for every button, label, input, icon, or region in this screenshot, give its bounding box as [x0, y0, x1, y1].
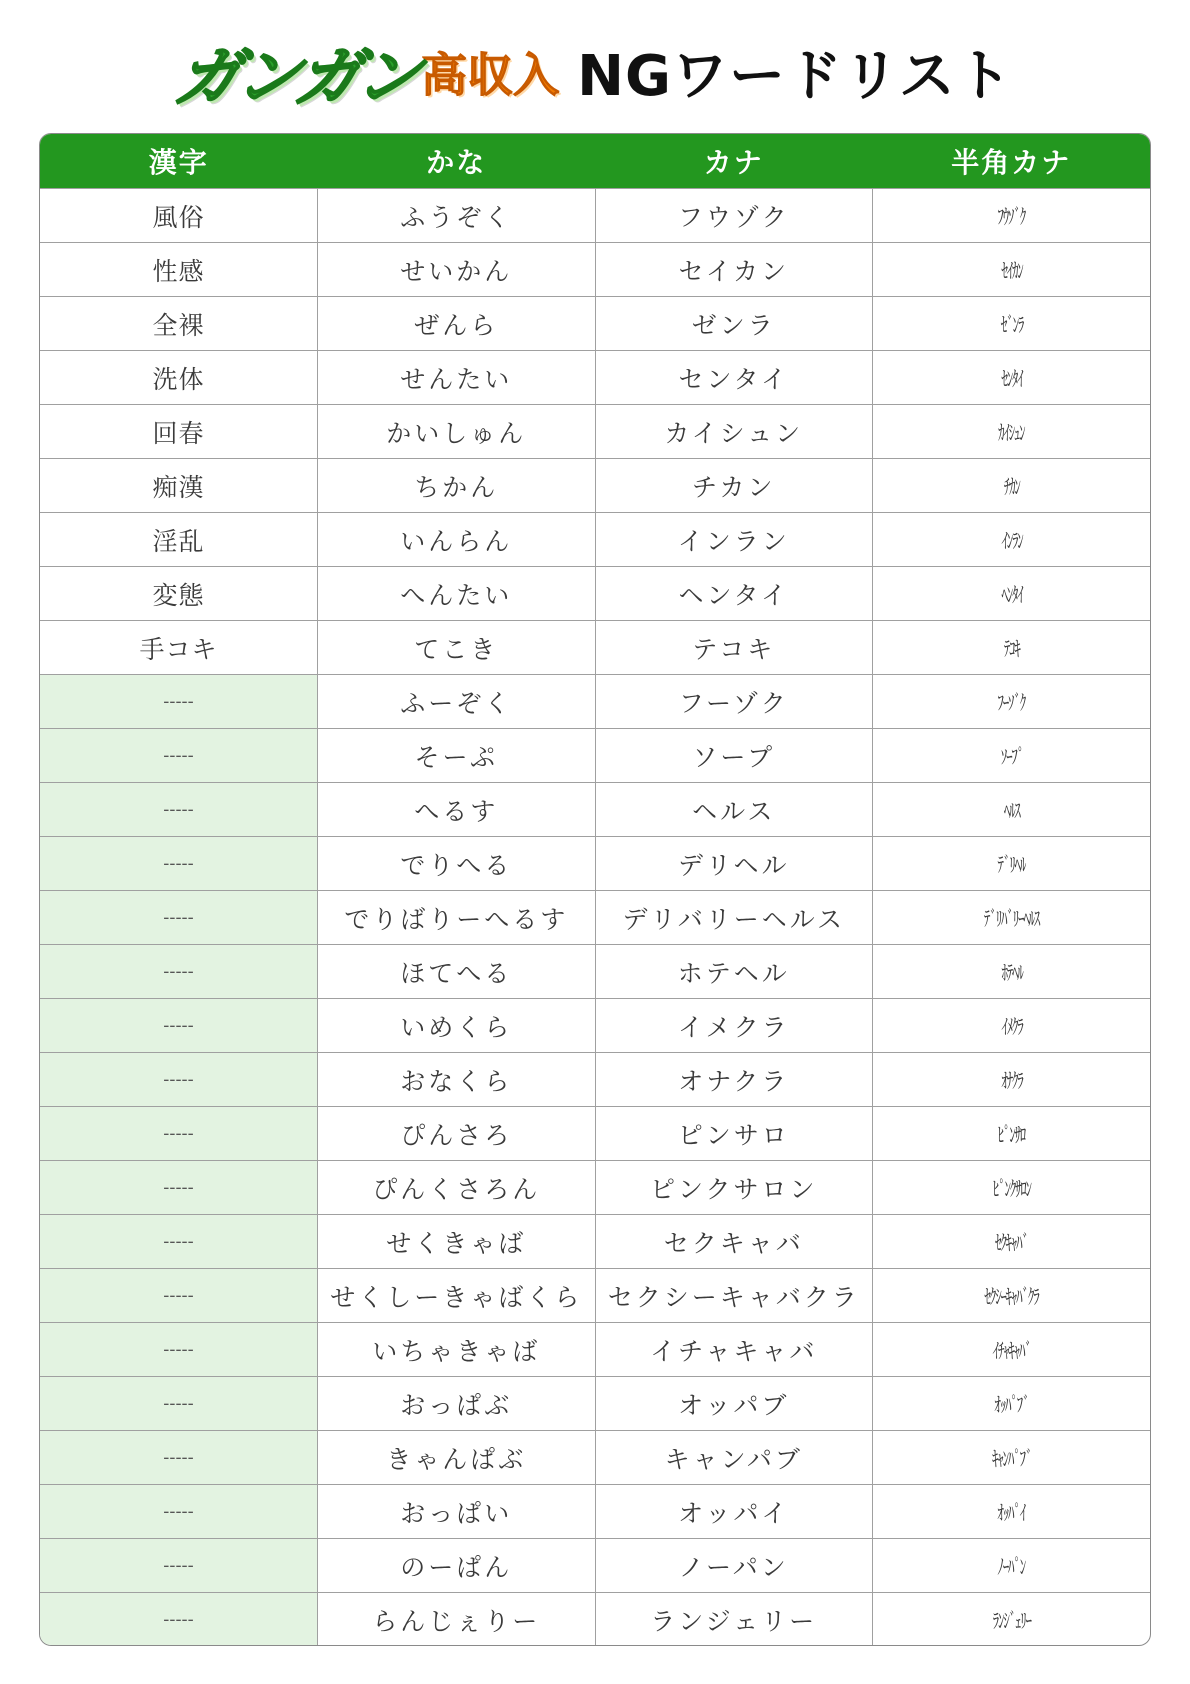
- cell-katakana: フウゾク: [595, 189, 873, 243]
- table-row: [40, 1593, 1150, 1647]
- cell-hiragana: おっぱぶ: [318, 1377, 596, 1431]
- cell-katakana: セイカン: [595, 243, 873, 297]
- table-row: [40, 945, 1150, 999]
- halfwidth-text: ｵｯﾊﾟﾌﾞ: [994, 1392, 1029, 1417]
- cell-katakana: フーゾク: [595, 675, 873, 729]
- cell-hiragana: へるす: [318, 783, 596, 837]
- cell-hiragana: せくしーきゃばくら: [318, 1269, 596, 1323]
- cell-halfwidth-katakana: [873, 1485, 1151, 1539]
- cell-kanji: 洗体: [40, 351, 318, 405]
- cell-hiragana: せいかん: [318, 243, 596, 297]
- cell-katakana: デリバリーヘルス: [595, 891, 873, 945]
- cell-halfwidth-katakana: [873, 1431, 1151, 1485]
- table-row: [40, 243, 1150, 297]
- cell-halfwidth-katakana: [873, 189, 1151, 243]
- table-row: [40, 189, 1150, 243]
- cell-halfwidth-katakana: [873, 1107, 1151, 1161]
- cell-katakana: テコキ: [595, 621, 873, 675]
- cell-kanji: 淫乱: [40, 513, 318, 567]
- cell-hiragana: ふうぞく: [318, 189, 596, 243]
- cell-halfwidth-katakana: [873, 1377, 1151, 1431]
- halfwidth-text: ｲﾒｸﾗ: [1000, 1014, 1023, 1039]
- cell-hiragana: きゃんぱぶ: [318, 1431, 596, 1485]
- cell-katakana: セクキャバ: [595, 1215, 873, 1269]
- halfwidth-text: ｾﾝﾀｲ: [1000, 366, 1023, 391]
- table-row: [40, 729, 1150, 783]
- column-header-halfwidth-katakana: 半角カナ: [873, 134, 1151, 189]
- cell-halfwidth-katakana: [873, 621, 1151, 675]
- cell-kanji: -----: [40, 1107, 318, 1161]
- halfwidth-text: ﾋﾟﾝｻﾛ: [997, 1122, 1026, 1147]
- column-header-kanji: 漢字: [40, 134, 318, 189]
- halfwidth-text: ｷｬﾝﾊﾟﾌﾞ: [991, 1446, 1032, 1471]
- halfwidth-text: ﾋﾟﾝｸｻﾛﾝ: [992, 1176, 1031, 1201]
- cell-katakana: ホテヘル: [595, 945, 873, 999]
- cell-katakana: ゼンラ: [595, 297, 873, 351]
- cell-hiragana: てこき: [318, 621, 596, 675]
- cell-hiragana: いめくら: [318, 999, 596, 1053]
- halfwidth-text: ｾｸｷｬﾊﾞ: [995, 1230, 1028, 1255]
- cell-kanji: -----: [40, 1323, 318, 1377]
- cell-kanji: -----: [40, 1053, 318, 1107]
- cell-katakana: ランジェリー: [595, 1593, 873, 1647]
- table-row: [40, 513, 1150, 567]
- cell-kanji: -----: [40, 675, 318, 729]
- column-header-katakana: カナ: [595, 134, 873, 189]
- cell-hiragana: ちかん: [318, 459, 596, 513]
- halfwidth-text: ｾｸｼｰｷｬﾊﾞｸﾗ: [984, 1284, 1039, 1309]
- cell-kanji: -----: [40, 1377, 318, 1431]
- cell-katakana: オッパイ: [595, 1485, 873, 1539]
- halfwidth-text: ﾌｰｿﾞｸ: [997, 690, 1026, 715]
- halfwidth-text: ｿｰﾌﾟ: [1000, 744, 1023, 769]
- cell-halfwidth-katakana: [873, 243, 1151, 297]
- cell-kanji: 全裸: [40, 297, 318, 351]
- cell-hiragana: でりばりーへるす: [318, 891, 596, 945]
- cell-katakana: デリヘル: [595, 837, 873, 891]
- cell-katakana: ノーパン: [595, 1539, 873, 1593]
- page-title: NGワードリスト: [577, 44, 1013, 109]
- cell-halfwidth-katakana: [873, 351, 1151, 405]
- cell-katakana: ヘルス: [595, 783, 873, 837]
- halfwidth-text: ｲﾝﾗﾝ: [1000, 528, 1023, 553]
- cell-kanji: 風俗: [40, 189, 318, 243]
- ng-word-table: [40, 134, 1150, 1646]
- cell-halfwidth-katakana: [873, 459, 1151, 513]
- halfwidth-text: ｾﾞﾝﾗ: [1000, 312, 1023, 337]
- halfwidth-text: ﾗﾝｼﾞｪﾘｰ: [992, 1608, 1031, 1633]
- cell-katakana: セクシーキャバクラ: [595, 1269, 873, 1323]
- cell-katakana: ピンサロ: [595, 1107, 873, 1161]
- cell-hiragana: おっぱい: [318, 1485, 596, 1539]
- cell-hiragana: らんじぇりー: [318, 1593, 596, 1647]
- cell-hiragana: でりへる: [318, 837, 596, 891]
- table-header-row: [40, 134, 1150, 189]
- halfwidth-text: ｵｯﾊﾟｲ: [997, 1500, 1026, 1525]
- logo-koushuunyuu-text: 高収入: [421, 48, 560, 102]
- cell-hiragana: せんたい: [318, 351, 596, 405]
- cell-kanji: -----: [40, 783, 318, 837]
- cell-halfwidth-katakana: [873, 1215, 1151, 1269]
- cell-halfwidth-katakana: [873, 1323, 1151, 1377]
- table-row: [40, 1431, 1150, 1485]
- halfwidth-text: ﾍﾝﾀｲ: [1000, 582, 1023, 607]
- table-row: [40, 1053, 1150, 1107]
- cell-kanji: -----: [40, 1539, 318, 1593]
- cell-katakana: ヘンタイ: [595, 567, 873, 621]
- cell-kanji: -----: [40, 1161, 318, 1215]
- cell-katakana: ピンクサロン: [595, 1161, 873, 1215]
- halfwidth-text: ｵﾅｸﾗ: [1000, 1068, 1023, 1093]
- cell-katakana: インラン: [595, 513, 873, 567]
- cell-halfwidth-katakana: [873, 675, 1151, 729]
- logo-gangan-text: ガンガン: [171, 41, 422, 115]
- cell-halfwidth-katakana: [873, 1539, 1151, 1593]
- halfwidth-text: ﾃﾞﾘﾊﾞﾘｰﾍﾙｽ: [983, 906, 1040, 931]
- halfwidth-text: ﾎﾃﾍﾙ: [1000, 960, 1023, 985]
- table-row: [40, 675, 1150, 729]
- cell-hiragana: のーぱん: [318, 1539, 596, 1593]
- halfwidth-text: ﾃﾞﾘﾍﾙ: [997, 852, 1026, 877]
- cell-kanji: 手コキ: [40, 621, 318, 675]
- brand-logo: [171, 22, 560, 122]
- halfwidth-text: ﾁｶﾝ: [1003, 474, 1020, 499]
- cell-halfwidth-katakana: [873, 297, 1151, 351]
- cell-katakana: センタイ: [595, 351, 873, 405]
- cell-katakana: カイシュン: [595, 405, 873, 459]
- cell-kanji: 回春: [40, 405, 318, 459]
- cell-hiragana: ぴんさろ: [318, 1107, 596, 1161]
- cell-kanji: -----: [40, 1269, 318, 1323]
- halfwidth-text: ｾｲｶﾝ: [1000, 258, 1023, 283]
- cell-kanji: -----: [40, 999, 318, 1053]
- cell-kanji: -----: [40, 837, 318, 891]
- cell-halfwidth-katakana: [873, 405, 1151, 459]
- halfwidth-text: ﾌｳｿﾞｸ: [997, 204, 1026, 229]
- column-header-hiragana: かな: [318, 134, 596, 189]
- cell-katakana: ソープ: [595, 729, 873, 783]
- cell-hiragana: ふーぞく: [318, 675, 596, 729]
- table-row: [40, 405, 1150, 459]
- table-row: [40, 297, 1150, 351]
- halfwidth-text: ﾉｰﾊﾟﾝ: [997, 1554, 1026, 1579]
- cell-halfwidth-katakana: [873, 1053, 1151, 1107]
- cell-halfwidth-katakana: [873, 891, 1151, 945]
- cell-halfwidth-katakana: [873, 1269, 1151, 1323]
- cell-hiragana: ぜんら: [318, 297, 596, 351]
- table-body: [40, 189, 1150, 1647]
- table-row: [40, 837, 1150, 891]
- table-row: [40, 1107, 1150, 1161]
- cell-kanji: -----: [40, 1215, 318, 1269]
- cell-halfwidth-katakana: [873, 783, 1151, 837]
- cell-kanji: -----: [40, 729, 318, 783]
- cell-katakana: チカン: [595, 459, 873, 513]
- table-row: [40, 1323, 1150, 1377]
- cell-kanji: 痴漢: [40, 459, 318, 513]
- cell-katakana: キャンパブ: [595, 1431, 873, 1485]
- table-row: [40, 459, 1150, 513]
- table-row: [40, 567, 1150, 621]
- cell-kanji: -----: [40, 1431, 318, 1485]
- cell-hiragana: ぴんくさろん: [318, 1161, 596, 1215]
- cell-kanji: -----: [40, 891, 318, 945]
- cell-kanji: -----: [40, 1485, 318, 1539]
- table-row: [40, 1215, 1150, 1269]
- cell-kanji: 変態: [40, 567, 318, 621]
- cell-hiragana: おなくら: [318, 1053, 596, 1107]
- cell-kanji: -----: [40, 945, 318, 999]
- cell-halfwidth-katakana: [873, 1593, 1151, 1647]
- cell-halfwidth-katakana: [873, 567, 1151, 621]
- table-row: [40, 621, 1150, 675]
- cell-kanji: 性感: [40, 243, 318, 297]
- page-header: [0, 22, 1190, 122]
- table-row: [40, 1539, 1150, 1593]
- table-row: [40, 999, 1150, 1053]
- cell-katakana: オッパブ: [595, 1377, 873, 1431]
- table-row: [40, 351, 1150, 405]
- cell-katakana: オナクラ: [595, 1053, 873, 1107]
- cell-katakana: イチャキャバ: [595, 1323, 873, 1377]
- halfwidth-text: ﾃｺｷ: [1003, 636, 1020, 661]
- cell-halfwidth-katakana: [873, 1161, 1151, 1215]
- cell-hiragana: へんたい: [318, 567, 596, 621]
- table-row: [40, 1485, 1150, 1539]
- halfwidth-text: ｶｲｼｭﾝ: [998, 420, 1025, 445]
- ng-word-table-container: [39, 133, 1151, 1646]
- cell-halfwidth-katakana: [873, 945, 1151, 999]
- cell-kanji: -----: [40, 1593, 318, 1647]
- table-row: [40, 1161, 1150, 1215]
- table-row: [40, 783, 1150, 837]
- cell-hiragana: せくきゃば: [318, 1215, 596, 1269]
- cell-hiragana: ほてへる: [318, 945, 596, 999]
- halfwidth-text: ﾍﾙｽ: [1003, 798, 1020, 823]
- cell-hiragana: そーぷ: [318, 729, 596, 783]
- cell-katakana: イメクラ: [595, 999, 873, 1053]
- halfwidth-text: ｲﾁｬｷｬﾊﾞ: [992, 1338, 1031, 1363]
- cell-halfwidth-katakana: [873, 837, 1151, 891]
- cell-halfwidth-katakana: [873, 999, 1151, 1053]
- cell-halfwidth-katakana: [873, 729, 1151, 783]
- cell-halfwidth-katakana: [873, 513, 1151, 567]
- cell-hiragana: いんらん: [318, 513, 596, 567]
- table-row: [40, 1269, 1150, 1323]
- cell-hiragana: かいしゅん: [318, 405, 596, 459]
- cell-hiragana: いちゃきゃば: [318, 1323, 596, 1377]
- table-row: [40, 1377, 1150, 1431]
- table-row: [40, 891, 1150, 945]
